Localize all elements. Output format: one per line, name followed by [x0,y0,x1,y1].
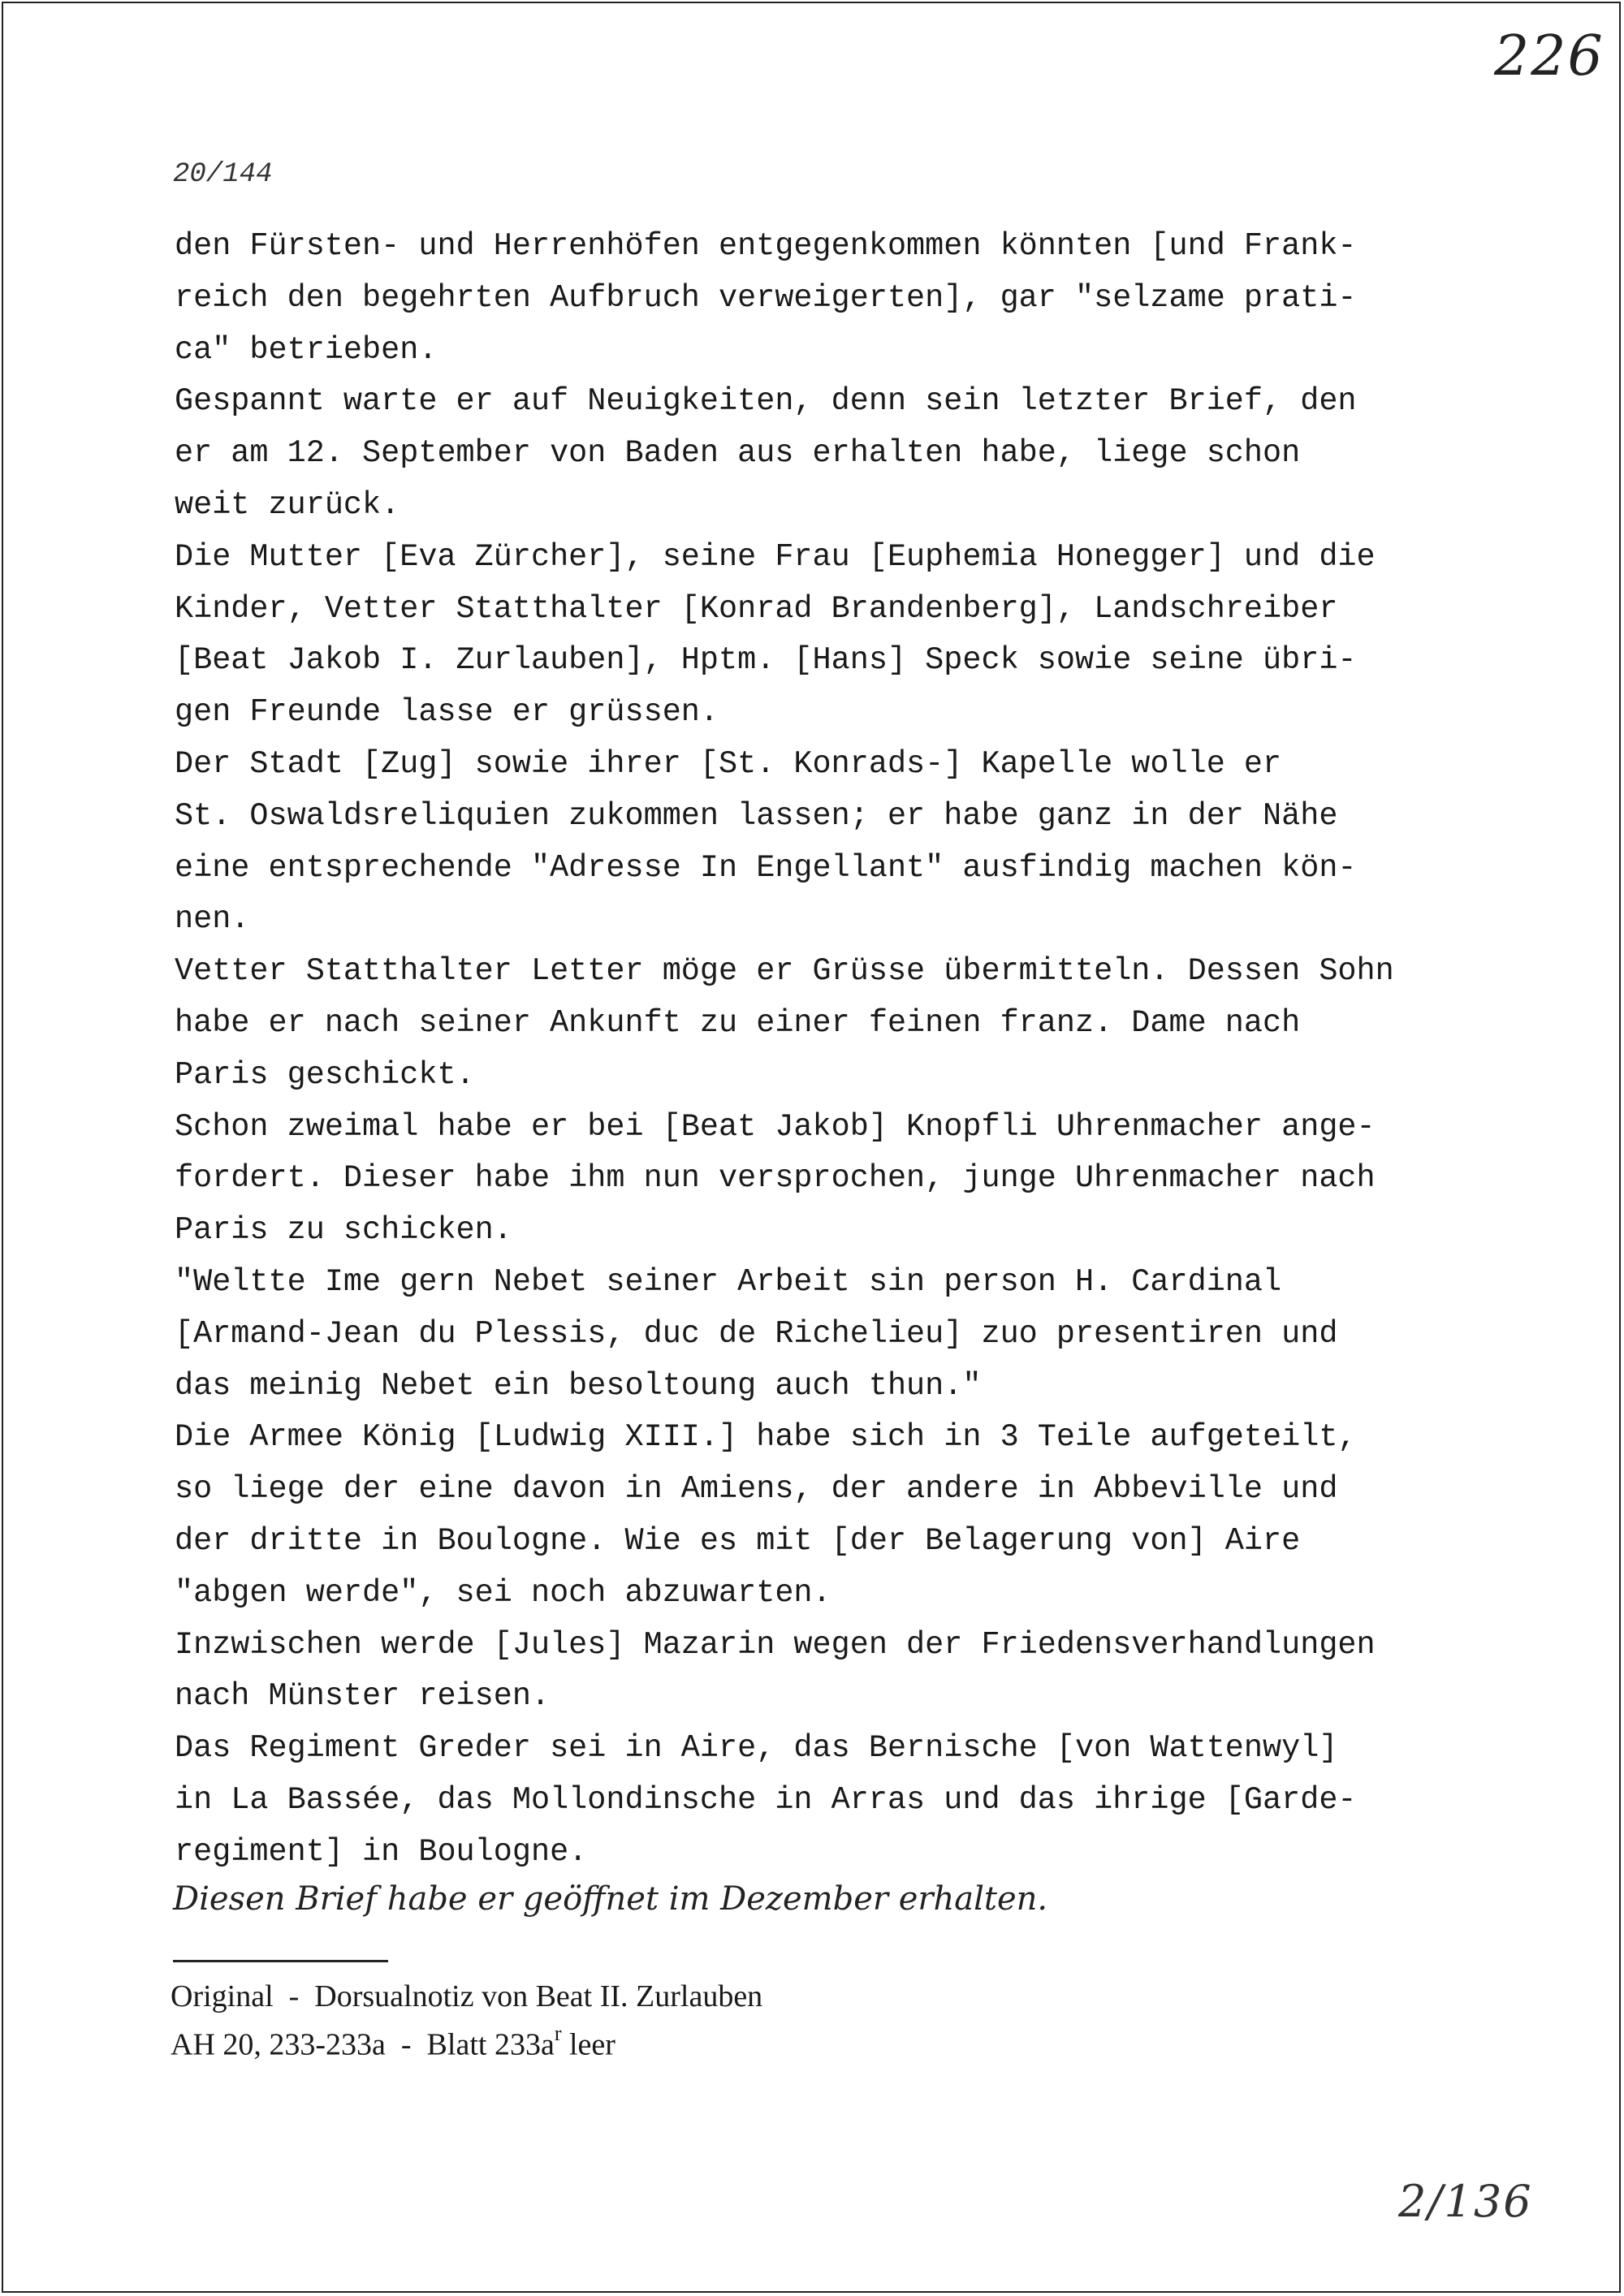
body-line: das meinig Nebet ein besoltoung auch thun." [175,1367,982,1404]
body-line: Die Armee König [Ludwig XIII.] habe sich in 3 Teile aufgeteilt, [175,1419,1357,1456]
body-line: Das Regiment Greder sei in Aire, das Bernische [von Wattenwyl] [175,1730,1338,1767]
body-line: in La Bassée, das Mollondinsche in Arras und das ihrige [Garde- [175,1781,1357,1818]
body-line: Schon zweimal habe er bei [Beat Jakob] Knopfli Uhrenmacher ange- [175,1108,1376,1145]
body-line: gen Freunde lasse er grüssen. [175,694,719,731]
footnote-line-2-text: AH 20, 233-233a - Blatt 233a [171,2027,555,2062]
footnote-line-2-tail: leer [561,2027,615,2062]
body-line: St. Oswaldsreliquien zukommen lassen; er habe ganz in der Nähe [175,797,1338,834]
page-number: 226 [1494,24,1605,88]
footnote [171,1976,762,2065]
body-line: "Weltte Ime gern Nebet seiner Arbeit sin person H. Cardinal [175,1263,1282,1300]
body-line: Paris zu schicken. [175,1212,512,1249]
body-line: Der Stadt [Zug] sowie ihrer [St. Konrads-] Kapelle wolle er [175,745,1282,782]
body-line: [Beat Jakob I. Zurlauben], Hptm. [Hans] Speck sowie seine übri- [175,642,1357,679]
footnote-superscript: r [554,2022,562,2045]
body-line: ca" betrieben. [175,331,438,368]
handwritten-style-note: Diesen Brief habe er geöffnet im Dezember erhalten. [173,1880,1048,1918]
body-text [175,221,1474,1879]
body-line: Gespannt warte er auf Neuigkeiten, denn sein letzter Brief, den [175,383,1357,420]
archive-reference: 20/144 [173,159,273,190]
body-line: Vetter Statthalter Letter möge er Grüsse übermitteln. Dessen Sohn [175,953,1394,990]
body-line: regiment] in Boulogne. [175,1833,588,1870]
body-line: fordert. Dieser habe ihm nun versprochen, junge Uhrenmacher nach [175,1160,1376,1197]
footnote-line-2 [171,2017,762,2065]
body-line: er am 12. September von Baden aus erhalten habe, liege schon [175,435,1301,472]
body-line: eine entsprechende "Adresse In Engellant" ausfindig machen kön- [175,849,1357,886]
footnote-divider [173,1960,388,1962]
body-line: nach Münster reisen. [175,1678,551,1715]
body-line: der dritte in Boulogne. Wie es mit [der Belagerung von] Aire [175,1522,1301,1559]
footnote-line-1: Original - Dorsualnotiz von Beat II. Zurlauben [171,1979,763,2013]
body-line: so liege der eine davon in Amiens, der andere in Abbeville und [175,1471,1338,1508]
corner-reference: 2/136 [1398,2176,1533,2227]
body-line: Paris geschickt. [175,1056,475,1093]
body-line: reich den begehrten Aufbruch verweigerten], gar "selzame prati- [175,279,1357,316]
body-line: Kinder, Vetter Statthalter [Konrad Brandenberg], Landschreiber [175,590,1338,627]
body-line: [Armand-Jean du Plessis, duc de Richelieu] zuo presentiren und [175,1315,1338,1352]
body-line: Inzwischen werde [Jules] Mazarin wegen der Friedensverhandlungen [175,1626,1376,1663]
body-line: den Fürsten- und Herrenhöfen entgegenkommen könnten [und Frank- [175,228,1357,264]
body-line: nen. [175,901,250,938]
body-line: habe er nach seiner Ankunft zu einer feinen franz. Dame nach [175,1004,1301,1041]
body-line: weit zurück. [175,486,400,523]
body-line: "abgen werde", sei noch abzuwarten. [175,1574,831,1611]
body-line: Die Mutter [Eva Zürcher], seine Frau [Euphemia Honegger] und die [175,538,1376,575]
